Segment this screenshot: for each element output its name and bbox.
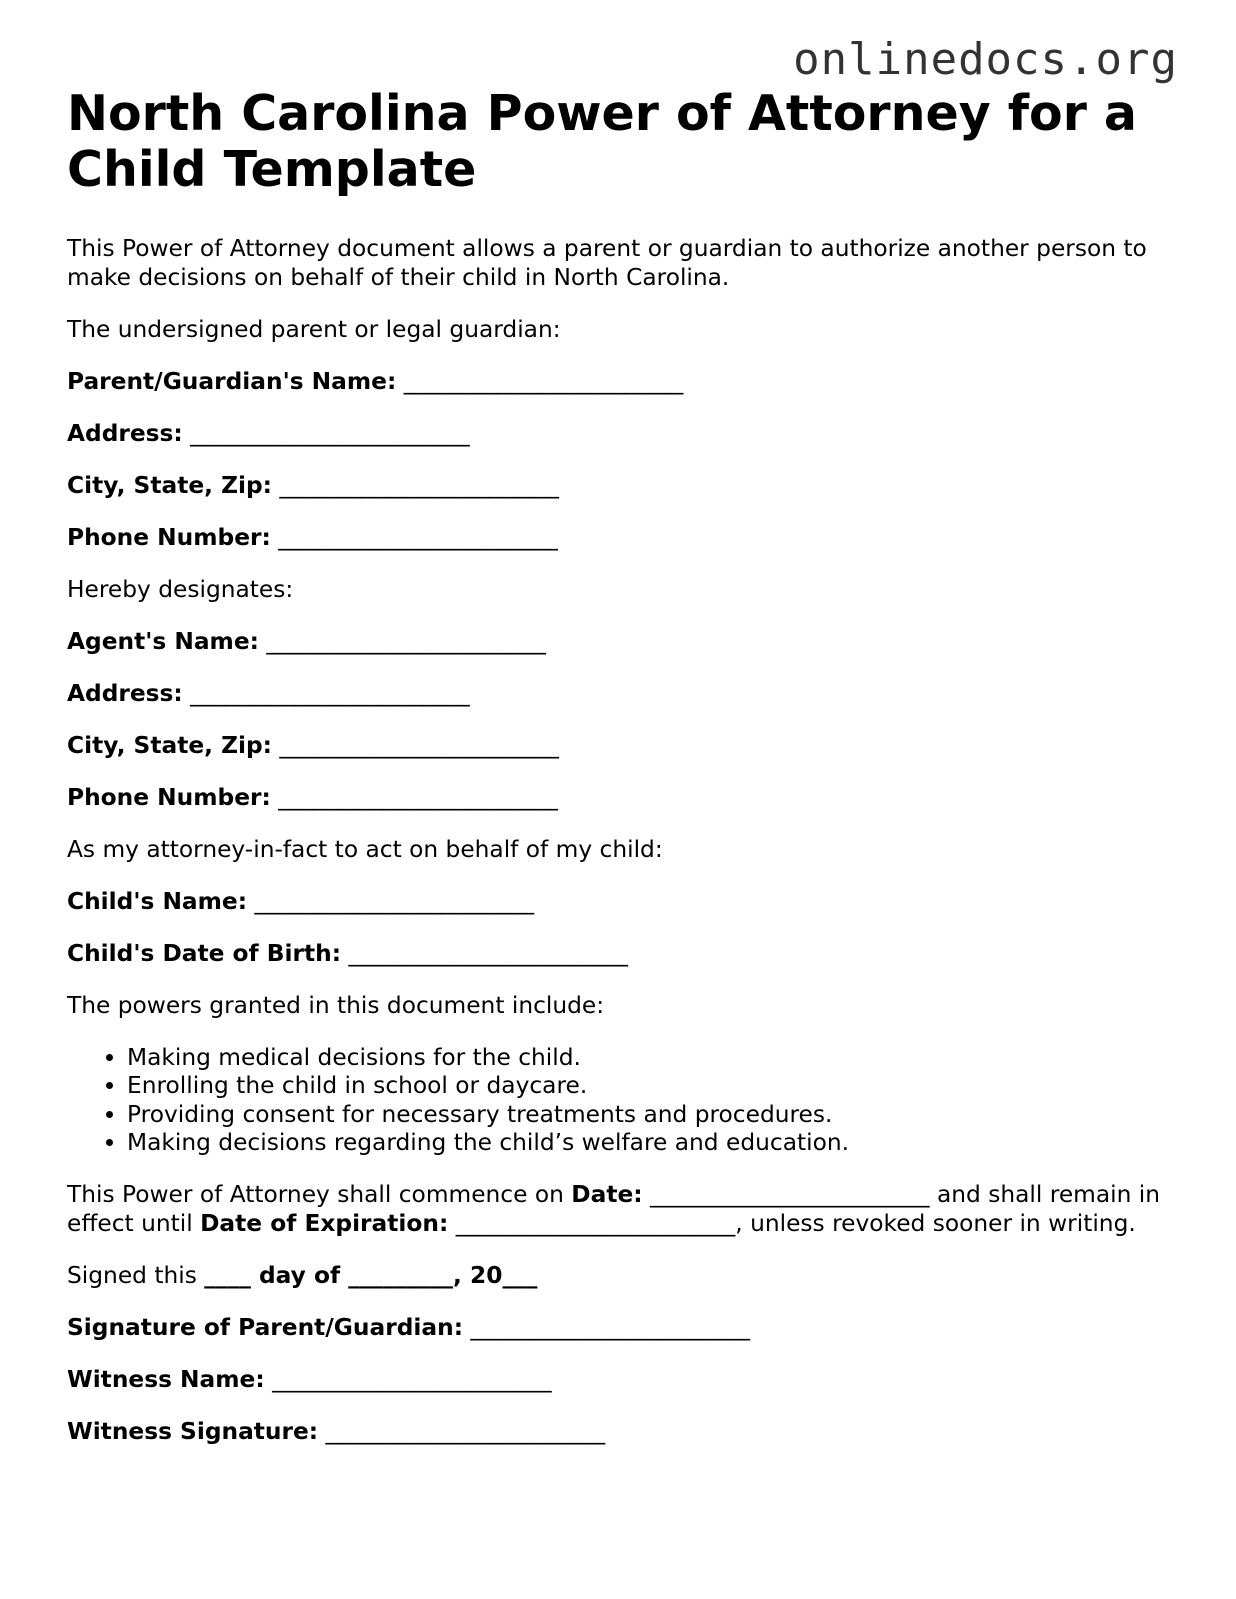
agent-city-label: City, State, Zip: — [67, 731, 272, 759]
undersigned-text: The undersigned parent or legal guardian: — [67, 315, 561, 343]
parent-address-blank[interactable]: ________________________ — [190, 419, 470, 447]
parent-name-blank[interactable]: ________________________ — [403, 367, 684, 395]
parent-name-field — [67, 368, 1177, 397]
agent-city-blank[interactable]: ________________________ — [279, 731, 559, 759]
list-item: • Making medical decisions for the child. — [127, 1044, 1177, 1073]
witness-name-field — [67, 1366, 1177, 1395]
commencement-paragraph — [67, 1181, 1177, 1238]
page-title: North Carolina Power of Attorney for a Child Template — [67, 85, 1137, 198]
parent-name-label: Parent/Guardian's Name: — [67, 367, 397, 395]
parent-signature-field — [67, 1314, 1177, 1343]
agent-city-field — [67, 732, 1177, 761]
witness-name-label: Witness Name: — [67, 1365, 265, 1393]
agent-name-label: Agent's Name: — [67, 627, 259, 655]
expiration-date-blank[interactable]: ________________________ — [455, 1209, 736, 1237]
expiration-date-label: Date of Expiration: — [200, 1209, 449, 1237]
witness-signature-label: Witness Signature: — [67, 1417, 319, 1445]
signed-prefix: Signed this — [67, 1261, 205, 1289]
child-name-blank[interactable]: ________________________ — [254, 887, 535, 915]
agent-phone-label: Phone Number: — [67, 783, 271, 811]
parent-phone-blank[interactable]: ________________________ — [278, 523, 558, 551]
child-dob-blank[interactable]: ________________________ — [348, 939, 629, 967]
agent-phone-blank[interactable]: ________________________ — [278, 783, 558, 811]
agent-address-field — [67, 680, 1177, 709]
commence-text-3: , unless revoked sooner in writing. — [735, 1209, 1136, 1237]
parent-signature-label: Signature of Parent/Guardian: — [67, 1313, 464, 1341]
agent-address-label: Address: — [67, 679, 183, 707]
witness-signature-field — [67, 1418, 1177, 1447]
signed-month-blank[interactable]: _________ — [348, 1261, 454, 1289]
commence-date-blank[interactable]: ________________________ — [650, 1181, 930, 1208]
powers-list — [67, 1044, 1177, 1158]
signed-day-of: day of — [250, 1261, 349, 1289]
commence-text-1: This Power of Attorney shall commence on — [67, 1181, 572, 1208]
signed-year-blank[interactable]: ___ — [502, 1261, 538, 1289]
parent-city-field — [67, 472, 1177, 501]
attorney-in-fact-text: As my attorney-in-fact to act on behalf of my child: — [67, 835, 663, 863]
signed-year-prefix: , 20 — [453, 1261, 503, 1289]
parent-city-blank[interactable]: ________________________ — [279, 471, 559, 499]
watermark: onlinedocs.org — [793, 34, 1178, 85]
commence-date-label: Date: — [571, 1181, 643, 1208]
parent-phone-field — [67, 524, 1177, 553]
witness-signature-blank[interactable]: ________________________ — [325, 1417, 606, 1445]
agent-address-blank[interactable]: ________________________ — [190, 679, 470, 707]
intro-paragraph: This Power of Attorney document allows a parent or guardian to authorize another person to make decisions on behalf of their child in North Carolina. — [67, 235, 1147, 291]
agent-phone-field — [67, 784, 1177, 813]
parent-signature-blank[interactable]: ________________________ — [470, 1313, 750, 1341]
parent-city-label: City, State, Zip: — [67, 471, 272, 499]
child-dob-field — [67, 940, 1177, 969]
child-name-field — [67, 888, 1177, 917]
designates-text: Hereby designates: — [67, 575, 294, 603]
parent-address-label: Address: — [67, 419, 183, 447]
commence-text-2: and shall remain in effect until — [67, 1181, 1160, 1237]
list-item: • Making decisions regarding the child’s welfare and education. — [127, 1129, 1177, 1158]
list-item: • Providing consent for necessary treatments and procedures. — [127, 1101, 1177, 1130]
list-item: • Enrolling the child in school or daycare. — [127, 1072, 1177, 1101]
signed-day-blank[interactable]: ____ — [204, 1261, 251, 1289]
parent-address-field — [67, 420, 1177, 449]
document-page — [67, 86, 1177, 1446]
child-dob-label: Child's Date of Birth: — [67, 939, 342, 967]
child-name-label: Child's Name: — [67, 887, 248, 915]
parent-phone-label: Phone Number: — [67, 523, 271, 551]
agent-name-field — [67, 628, 1177, 657]
witness-name-blank[interactable]: ________________________ — [272, 1365, 552, 1393]
agent-name-blank[interactable]: ________________________ — [266, 627, 546, 655]
signed-line — [67, 1262, 1177, 1291]
powers-intro: The powers granted in this document include: — [67, 991, 605, 1019]
